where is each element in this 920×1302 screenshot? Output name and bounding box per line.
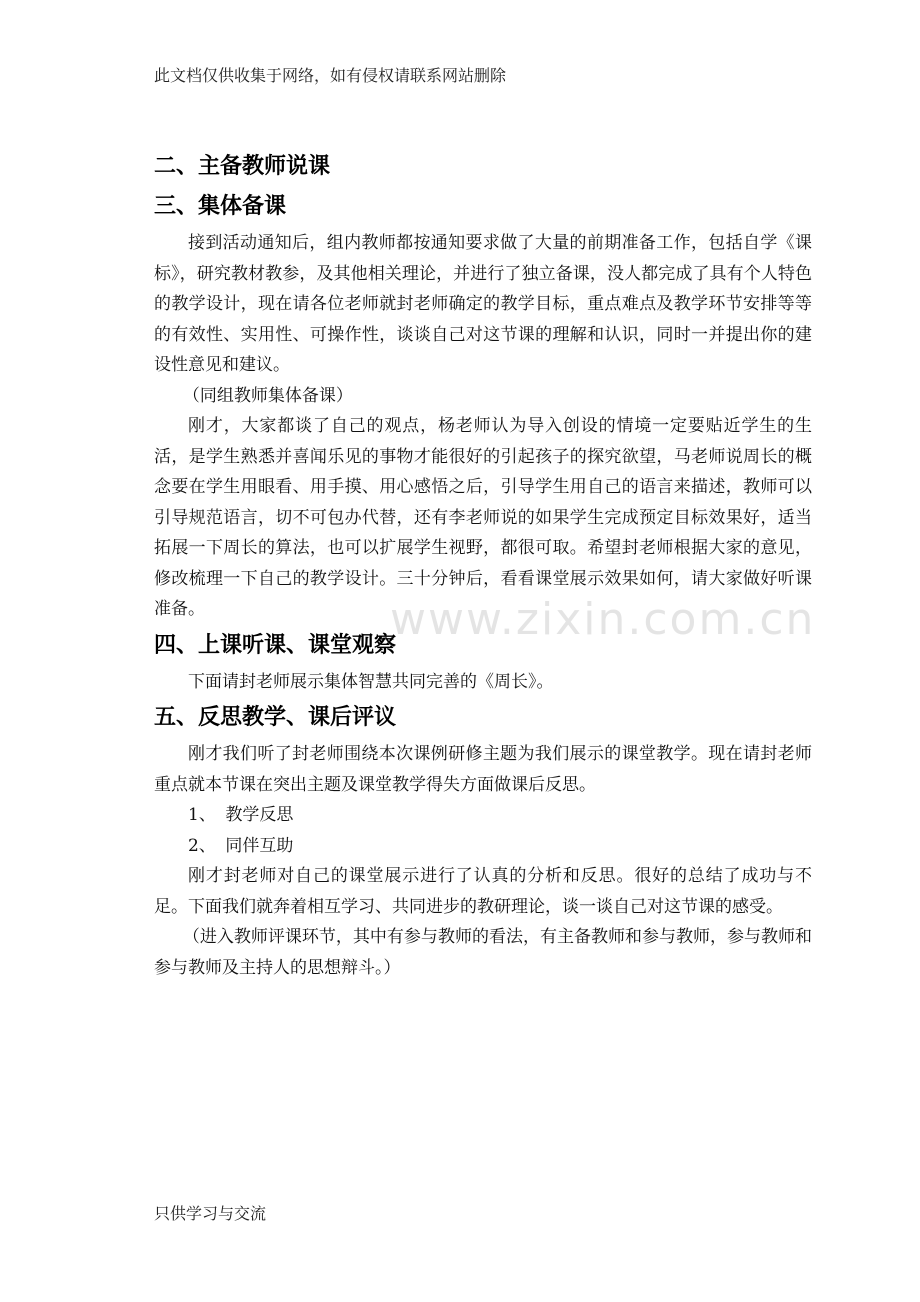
document-body — [154, 152, 812, 983]
section-5-paragraph-2: 刚才封老师对自己的课堂展示进行了认真的分析和反思。很好的总结了成功与不足。下面我们就奔着相互学习、共同进步的教研理论，谈一谈自己对这节课的感受。 — [154, 866, 812, 917]
list-item-number: 1、 — [188, 805, 216, 825]
footer-note: 只供学习与交流 — [154, 1204, 267, 1223]
section-3-paragraph-3: 刚才，大家都谈了自己的观点，杨老师认为导入创设的情境一定要贴近学生的生活，是学生熟悉并喜闻乐见的事物才能很好的引起孩子的探究欲望，马老师说周长的概念要在学生用眼看、用手摸、用心感悟之后，引导学生用自己的语言来描述，教师可以引导规范语言，切不可包办代替，还有李老师说的如果学生完成预定目标效果好，适当拓展一下周长的算法，也可以扩展学生视野，都很可取。希望封老师根据大家的意见，修改梳理一下自己的教学设计。三十分钟后，看看课堂展示效果如何，请大家做好听课准备。 — [154, 416, 812, 619]
section-5-paragraph-1: 刚才我们听了封老师围绕本次课例研修主题为我们展示的课堂教学。现在请封老师重点就本节课在突出主题及课堂教学得失方面做课后反思。 — [154, 744, 812, 795]
section-4-heading: 四、上课听课、课堂观察 — [154, 632, 397, 658]
list-item — [154, 831, 812, 862]
section-2-heading: 二、主备教师说课 — [154, 154, 331, 179]
list-item-number: 2、 — [188, 835, 216, 856]
section-3-paragraph-2: （同组教师集体备课） — [182, 385, 353, 406]
list-item-text: 教学反思 — [225, 805, 294, 825]
section-5-heading: 五、反思教学、课后评议 — [154, 705, 397, 730]
list-item-text: 同伴互助 — [225, 835, 294, 856]
section-3-heading: 三、集体备课 — [154, 194, 287, 219]
section-3-paragraph-1: 接到活动通知后，组内教师都按通知要求做了大量的前期准备工作，包括自学《课标》，研究教材教参，及其他相关理论，并进行了独立备课，没人都完成了具有个人特色的教学设计，现在请各位老师就封老师确定的教学目标，重点难点及教学环节安排等等的有效性、实用性、可操作性，谈谈自己对这节课的理解和认识，同时一并提出你的建设性意见和建议。 — [154, 233, 812, 375]
list-item — [154, 800, 812, 831]
watermark: www.zixin.com.cn — [390, 594, 816, 645]
section-4-paragraph-1: 下面请封老师展示集体智慧共同完善的《周长》。 — [188, 671, 554, 692]
header-disclaimer: 此文档仅供收集于网络，如有侵权请联系网站删除 — [154, 66, 507, 85]
section-5-paragraph-3: （进入教师评课环节，其中有参与教师的看法，有主备教师和参与教师，参与教师和参与教师及主持人的思想辩斗。） — [154, 927, 812, 978]
